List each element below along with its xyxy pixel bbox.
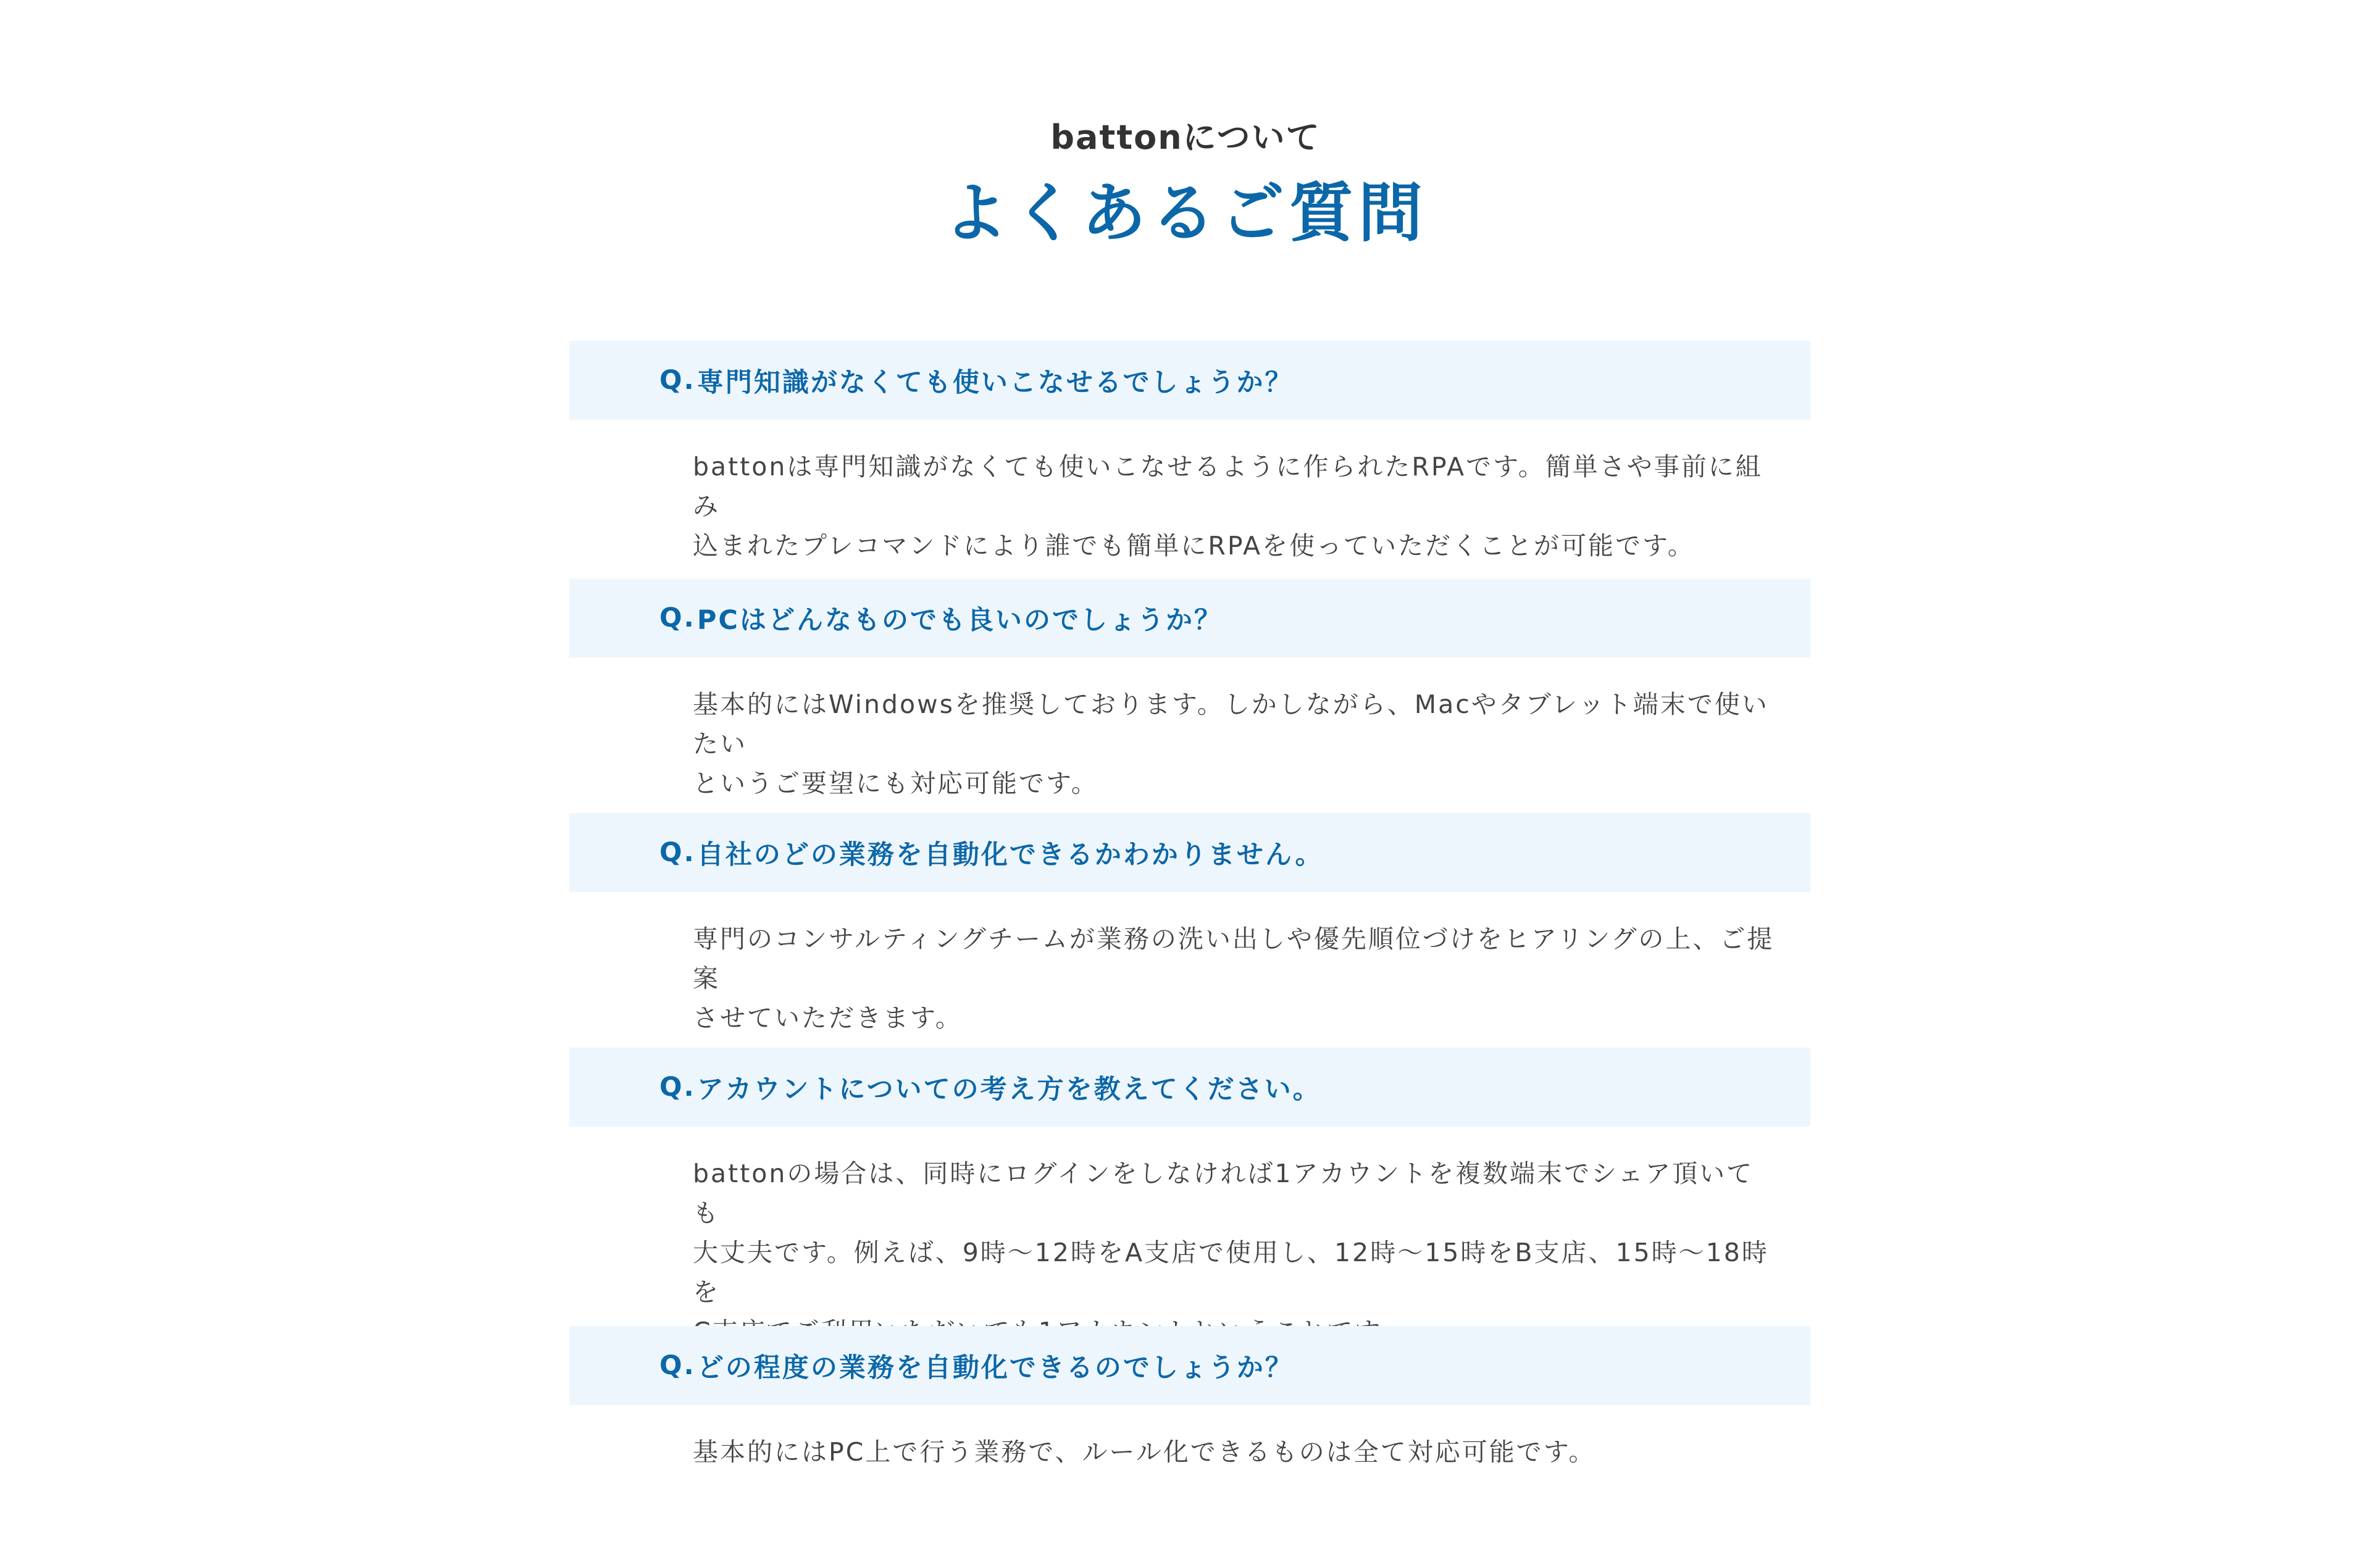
faq-question[interactable] xyxy=(569,341,1810,420)
faq-answer: battonは専門知識がなくても使いこなせるように作られたRPAです。簡単さや事前に組み 込まれたプレコマンドにより誰でも簡単にRPAを使っていただくことが可能です。 xyxy=(693,452,1763,561)
question-prefix: Q. xyxy=(659,365,696,396)
faq-item-5 xyxy=(569,1326,1810,1472)
question-text: どの程度の業務を自動化できるのでしょうか？ xyxy=(696,1352,1294,1383)
question-text: PCはどんなものでも良いのでしょうか？ xyxy=(696,604,1223,636)
question-prefix: Q. xyxy=(659,837,696,868)
faq-question[interactable] xyxy=(569,578,1810,657)
question-text: 専門知識がなくても使いこなせるでしょうか？ xyxy=(696,367,1294,398)
question-prefix: Q. xyxy=(659,1350,696,1381)
question-prefix: Q. xyxy=(659,603,696,633)
faq-item-3 xyxy=(569,813,1810,1038)
faq-question[interactable] xyxy=(569,1048,1810,1127)
faq-question[interactable] xyxy=(569,813,1810,892)
page-title: よくあるご質問 xyxy=(943,175,1428,251)
faq-answer: 基本的にはWindowsを推奨しております。しかしながら、Macやタブレット端末で使いたい というご要望にも対応可能です。 xyxy=(693,690,1769,798)
faq-item-4 xyxy=(569,1048,1810,1351)
question-prefix: Q. xyxy=(659,1072,696,1103)
faq-item-2 xyxy=(569,578,1810,803)
question-text: 自社のどの業務を自動化できるかわかりません。 xyxy=(696,839,1324,870)
faq-question[interactable] xyxy=(569,1326,1810,1405)
faq-answer: 専門のコンサルティングチームが業務の洗い出しや優先順位づけをヒアリングの上、ご提案 させていただきます。 xyxy=(693,924,1775,1033)
faq-item-1 xyxy=(569,341,1810,565)
section-subtitle: battonについて xyxy=(1050,118,1321,157)
faq-answer: battonの場合は、同時にログインをしなければ1アカウントを複数端末でシェア頂いても 大丈夫です。例えば、9時〜12時をA支店で使用し、12時〜15時をB支店、15時〜18時を xyxy=(693,1159,1769,1307)
question-text: アカウントについての考え方を教えてください。 xyxy=(696,1074,1321,1105)
faq-answer: 基本的にはPC上で行う業務で、ルール化できるものは全て対応可能です。 xyxy=(693,1437,1596,1467)
